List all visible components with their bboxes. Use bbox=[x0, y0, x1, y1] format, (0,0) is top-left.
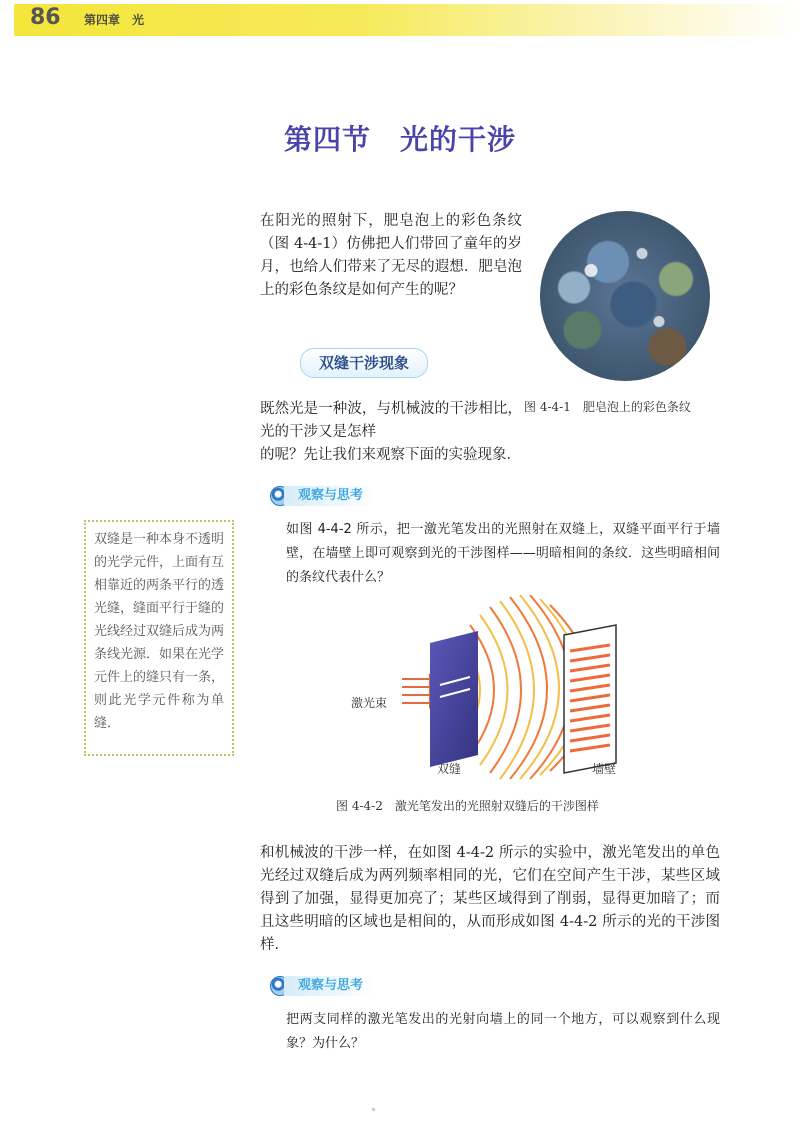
observe-badge-2 bbox=[264, 974, 394, 998]
side-note: 双缝是一种本身不透明的光学元件，上面有互相靠近的两条平行的透光缝，缝面平行于缝的光线经过双缝后成为两条线光源．如果在光学元件上的缝只有一条，则此光学元件称为单缝． bbox=[84, 520, 234, 756]
section-title: 第四节 光的干涉 bbox=[283, 123, 516, 156]
observe-badge-label: 观察与思考 bbox=[284, 976, 376, 996]
observe-paragraph-2: 把两支同样的激光笔发出的光射向墙上的同一个地方，可以观察到什么现象？为什么？ bbox=[286, 1012, 720, 1051]
observe-paragraph-1: 如图 4-4-2 所示，把一激光笔发出的光照射在双缝上，双缝平面平行于墙壁，在墙壁上即可观察到光的干涉图样——明暗相间的条纹．这些明暗相间的条纹代表什么？ bbox=[286, 522, 720, 585]
paragraph-2a: 既然光是一种波，与机械波的干涉相比，光的干涉又是怎样 bbox=[260, 401, 522, 440]
intro-paragraph: 在阳光的照射下，肥皂泡上的彩色条纹（图 4-4-1）仿佛把人们带回了童年的岁月，也给人们带来了无尽的遐想．肥皂泡上的彩色条纹是如何产生的呢？ bbox=[260, 213, 522, 298]
interference-diagram bbox=[330, 595, 670, 780]
label-laser-beam: 激光束 bbox=[351, 696, 388, 710]
figure-1-caption: 图 4-4-1 肥皂泡上的彩色条纹 bbox=[524, 400, 691, 414]
page-dot bbox=[372, 1108, 375, 1111]
paragraph-2b: 的呢？先让我们来观察下面的实验现象． bbox=[260, 447, 521, 463]
paragraph-3: 和机械波的干涉一样，在如图 4-4-2 所示的实验中，激光笔发出的单色光经过双缝后成为两列频率相同的光，它们在空间产生干涉，某些区域得到了加强，显得更加亮了；某些区域得到了削弱，显得更加暗了；而且这些明暗的区域也是相间的，从而形成如图 4-4-2 所示的光的干涉图样． bbox=[260, 845, 720, 953]
label-double-slit: 双缝 bbox=[437, 762, 462, 776]
chapter-label: 第四章 光 bbox=[84, 13, 145, 27]
page-number: 86 bbox=[30, 5, 61, 30]
soap-bubble-photo bbox=[540, 211, 710, 381]
figure-2-caption: 图 4-4-2 激光笔发出的光照射双缝后的干涉图样 bbox=[336, 799, 599, 813]
subheading-double-slit: 双缝干涉现象 bbox=[300, 348, 428, 378]
label-wall: 墙壁 bbox=[592, 762, 617, 776]
observe-badge-label: 观察与思考 bbox=[284, 486, 376, 506]
observe-badge-1 bbox=[264, 484, 394, 508]
double-slit-panel bbox=[430, 631, 478, 767]
